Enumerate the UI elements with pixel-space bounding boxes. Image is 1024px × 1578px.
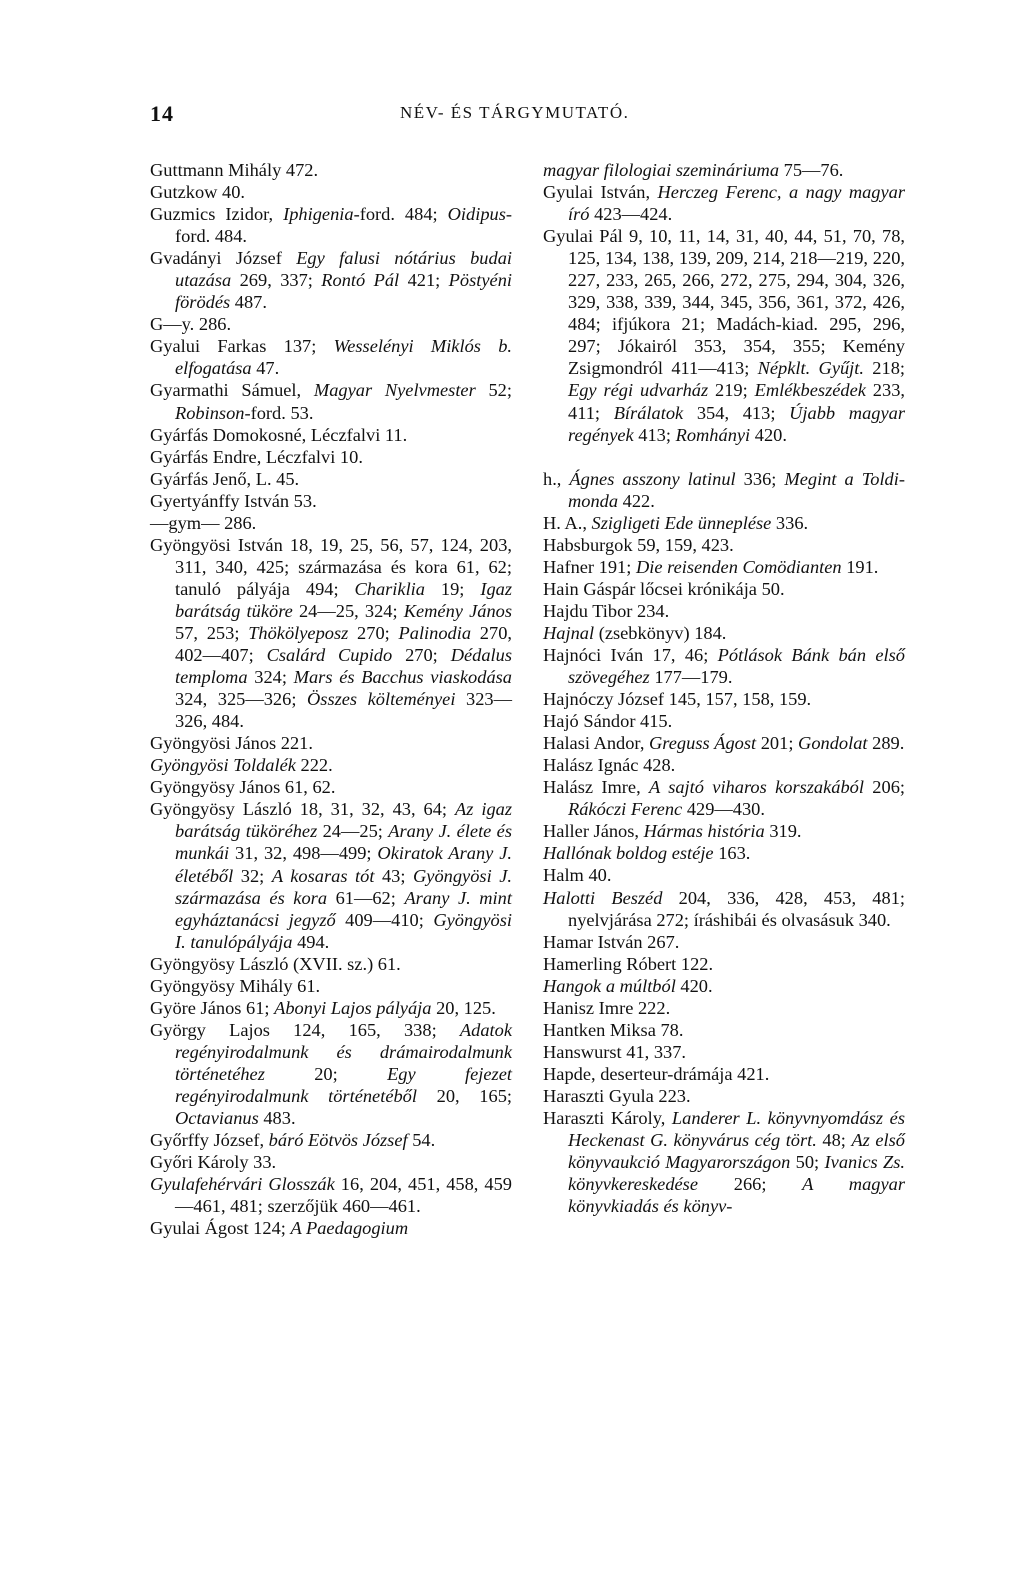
- index-entry: Györe János 61; Abonyi Lajos pályája 20, 125.: [150, 997, 496, 1018]
- index-entry: Hantken Miksa 78.: [543, 1019, 684, 1040]
- index-entry: Hanisz Imre 222.: [543, 997, 671, 1018]
- index-entry: Gyulafehérvári Glosszák 16, 204, 451, 458, 459—461, 481; szerzőjük 460—461.: [150, 1174, 512, 1217]
- index-entry: Gyalui Farkas 137; Wesselényi Miklós b. elfogatása 47.: [150, 336, 512, 379]
- index-entry: Halász Ignác 428.: [543, 755, 676, 776]
- index-entry: Gyarmathi Sámuel, Magyar Nyelvmester 52; Robinson-ford. 53.: [150, 380, 512, 423]
- index-entry: Hajnóci Iván 17, 46; Pótlások Bánk bán első szövegéhez 177—179.: [543, 644, 905, 688]
- index-entry: Habsburgok 59, 159, 423.: [543, 534, 734, 555]
- index-entry: Hajó Sándor 415.: [543, 711, 673, 732]
- index-entry: Guzmics Izidor, Iphigenia-ford. 484; Oidipus-ford. 484.: [150, 204, 512, 247]
- index-entry: György Lajos 124, 165, 338; Adatok regényirodalmunk és drámairodalmunk történetéhez 20; Egy fejezet regényirodalmunk történetéből 20, 165; Octavianus 483.: [150, 1019, 512, 1129]
- index-entry: Haller János, Hármas história 319.: [543, 821, 802, 842]
- index-entry: —gym— 286.: [150, 512, 257, 533]
- index-entry: Gyöngyösy Mihály 61.: [150, 975, 321, 996]
- index-entry: Gyulai Pál 9, 10, 11, 14, 31, 40, 44, 51, 70, 78, 125, 134, 138, 139, 209, 214, 218—219, 220, 227, 233, 265, 266, 272, 275, 294, 304, 326, 329, 338, 339, 344, 345, 356, 361, 372, 426, 484; ifjúkora 21; Madách-kiad. 295, 296, 297; Jókairól 353, 354, 355; Kemény Zsigmondról 411—413; Népklt. Gyűjt. 218; Egy régi udvarház 219; Emlékbeszédek 233, 411; Bírálatok 354, 413; Újabb magyar regények 413; Romhányi 420.: [543, 226, 906, 445]
- index-entry: Gyöngyösi István 18, 19, 25, 56, 57, 124, 203, 311, 340, 425; származása és kora 61, 62; tanuló pályája 494; Chariklia 19; Igaz barátság tüköre 24—25, 324; Kemény János 57, 253; Thökölyeposz 270; Palinodia 270, 402—407; Csalárd Cupido 270; Dédalus temploma 324; Mars és Bacchus viaskodása 324, 325—326; Összes költeményei 323—326, 484.: [150, 534, 512, 732]
- index-entry: Gyöngyösy László (XVII. sz.) 61.: [150, 953, 401, 974]
- index-entry: magyar filologiai szemináriuma 75—76.: [543, 160, 844, 180]
- index-entry: Győrffy József, báró Eötvös József 54.: [150, 1130, 436, 1151]
- index-entry: Hafner 191; Die reisenden Comödianten 191.: [543, 556, 879, 577]
- index-entry: Halasi Andor, Greguss Ágost 201; Gondolat 289.: [543, 733, 905, 754]
- index-entry: Gyöngyösi János 221.: [150, 733, 313, 754]
- index-entry: Hapde, deserteur-drámája 421.: [543, 1063, 770, 1084]
- index-entry: Haraszti Gyula 223.: [543, 1085, 691, 1106]
- index-entry: Hajdu Tibor 234.: [543, 600, 670, 621]
- index-entry: Gyöngyösy László 18, 31, 32, 43, 64; Az igaz barátság tüköréhez 24—25; Arany J. élete és munkái 31, 32, 498—499; Okiratok Arany J. életéből 32; A kosaras tót 43; Gyöngyösi J. származása és kora 61—62; Arany J. mint egyháztanácsi jegyző 409—410; Gyöngyösi I. tanulópályája 494.: [150, 799, 513, 952]
- index-entry: Halm 40.: [543, 865, 612, 886]
- index-entry: H. A., Szigligeti Ede ünneplése 336.: [543, 512, 809, 533]
- index-entry: Hain Gáspár lőcsei krónikája 50.: [543, 578, 785, 599]
- index-entry: Gyertyánffy István 53.: [150, 490, 317, 511]
- index-entry: Győri Károly 33.: [150, 1152, 277, 1173]
- index-entry: Gutzkow 40.: [150, 182, 246, 203]
- index-column-right: [543, 159, 905, 1217]
- index-entry: Halotti Beszéd 204, 336, 428, 453, 481; nyelvjárása 272; íráshibái és olvasásuk 340.: [543, 887, 906, 930]
- index-entry: Gvadányi József Egy falusi nótárius budai utazása 269, 337; Rontó Pál 421; Pöstyéni förödés 487.: [150, 248, 512, 313]
- index-entry: Hamar István 267.: [543, 931, 680, 952]
- index-entry: G—y. 286.: [150, 314, 232, 335]
- index-entry: Gyöngyösy János 61, 62.: [150, 777, 336, 798]
- index-entry: Hanswurst 41, 337.: [543, 1041, 687, 1062]
- index-entry: Gyulai Ágost 124; A Paedagogium: [150, 1218, 409, 1239]
- index-entry: Hallónak boldog estéje 163.: [543, 843, 751, 864]
- index-right-h-group: [543, 468, 905, 1218]
- index-entry: Gyárfás Jenő, L. 45.: [150, 468, 300, 489]
- index-entry: Gyulai István, Herczeg Ferenc, a nagy magyar író 423—424.: [543, 182, 906, 225]
- index-entry: Gyöngyösi Toldalék 222.: [150, 755, 333, 776]
- index-entry: Gyárfás Domokosné, Léczfalvi 11.: [150, 424, 408, 445]
- page-number: 14: [150, 101, 174, 126]
- index-entry: Halász Imre, A sajtó viharos korszakából 206; Rákóczi Ferenc 429—430.: [543, 777, 905, 820]
- index-entry: Hajnóczy József 145, 157, 158, 159.: [543, 689, 812, 710]
- index-entry: Hamerling Róbert 122.: [543, 953, 714, 974]
- index-entry: Haraszti Károly, Landerer L. könyvnyomdász és Heckenast G. könyvárus cég tört. 48; Az első könyvaukció Magyarországon 50; Ivanics Zs. könyvkereskedése 266; A magyar könyvkiadás és könyv-: [543, 1107, 905, 1217]
- index-column-left: [150, 159, 512, 1239]
- running-head: NÉV- ÉS TÁRGYMUTATÓ.: [400, 103, 630, 122]
- index-entry: h., Ágnes asszony latinul 336; Megint a Toldi-monda 422.: [543, 468, 905, 511]
- index-entry: Hangok a múltból 420.: [543, 975, 713, 996]
- index-right-top-group: [543, 159, 905, 446]
- letter-section-gap: [543, 446, 905, 468]
- index-entry: Guttmann Mihály 472.: [150, 160, 319, 180]
- index-entry: Hajnal (zsebkönyv) 184.: [543, 622, 727, 643]
- index-entry: Gyárfás Endre, Léczfalvi 10.: [150, 446, 363, 467]
